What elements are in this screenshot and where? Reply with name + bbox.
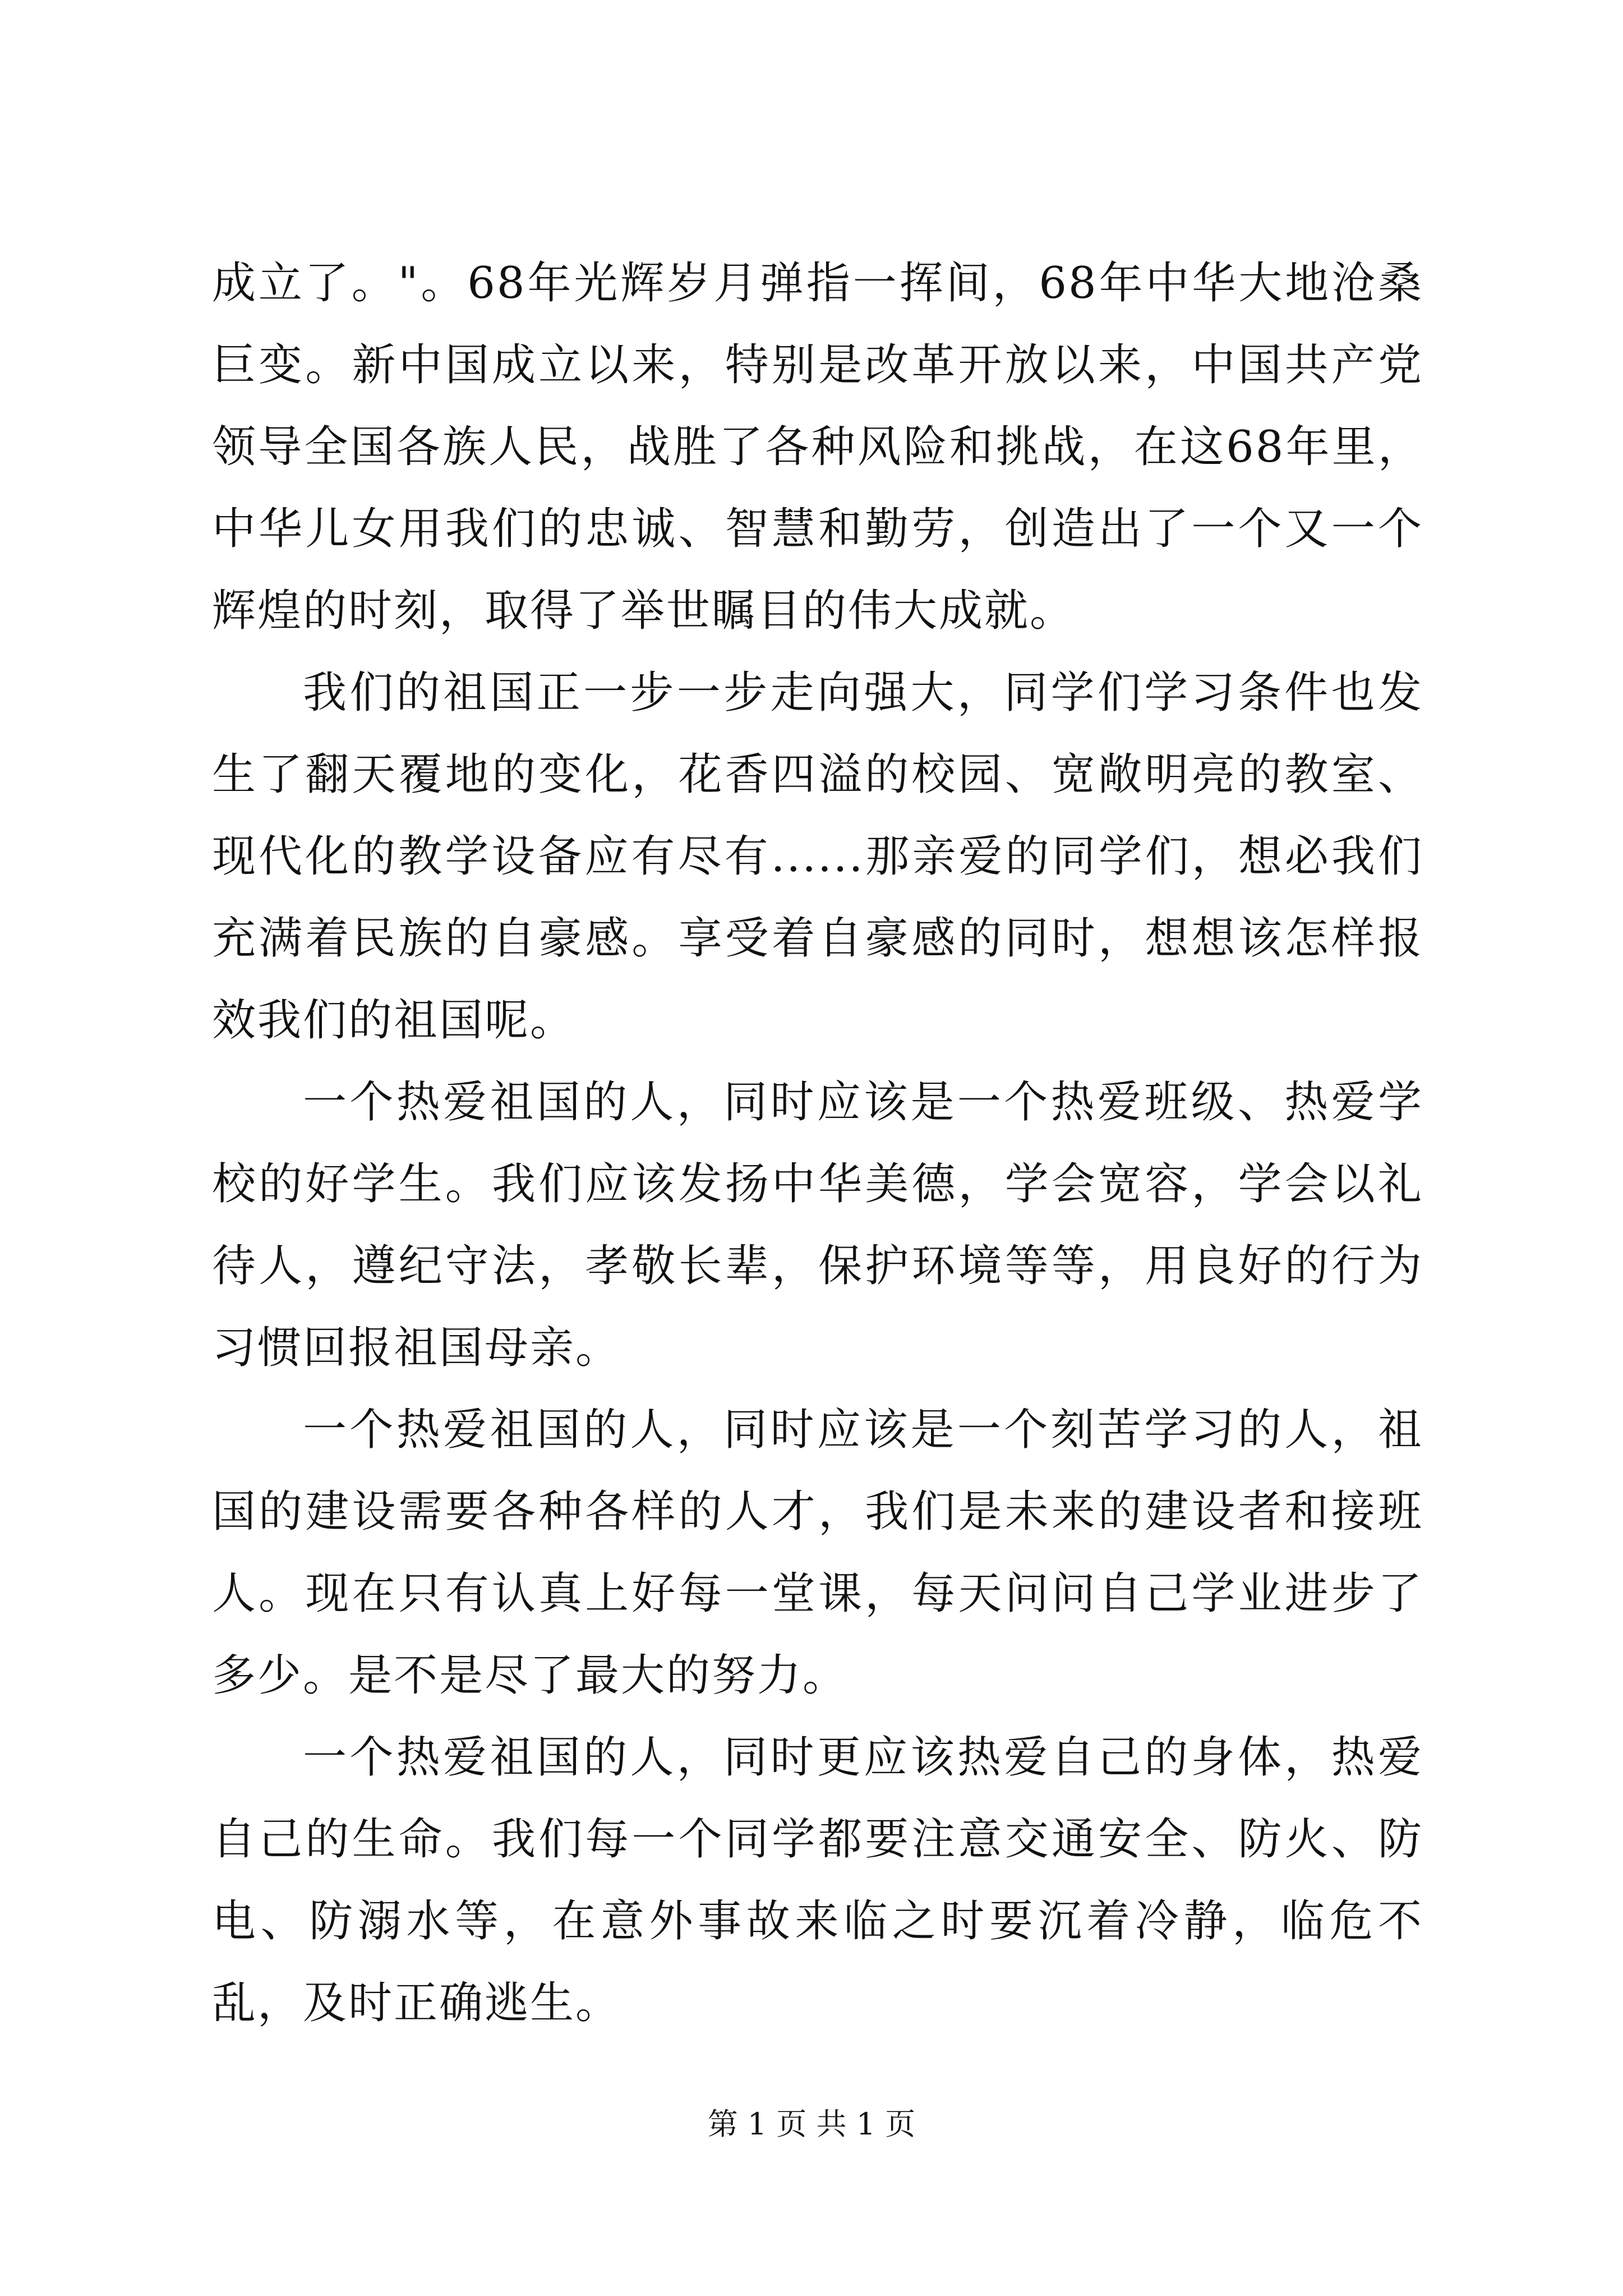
paragraph-4: 一个热爱祖国的人，同时应该是一个刻苦学习的人，祖国的建设需要各种各样的人才，我们是未来的建设者和接班人。现在只有认真上好每一堂课，每天问问自己学业进步了多少。是不是尽了最大的努力。 [212,1405,1423,1701]
document-body [212,242,1423,2044]
paragraph-5: 一个热爱祖国的人，同时更应该热爱自己的身体，热爱自己的生命。我们每一个同学都要注意交通安全、防火、防电、防溺水等，在意外事故来临之时要沉着冷静，临危不乱，及时正确逃生。 [212,1732,1423,2028]
paragraph-2: 我们的祖国正一步一步走向强大，同学们学习条件也发生了翻天覆地的变化，花香四溢的校园、宽敞明亮的教室、现代化的教学设备应有尽有......那亲爱的同学们，想必我们充满着民族的自豪感。享受着自豪感的同时，想想该怎样报效我们的祖国呢。 [212,668,1423,1046]
page-number-footer: 第 1 页 共 1 页 [707,2106,916,2142]
paragraph-3: 一个热爱祖国的人，同时应该是一个热爱班级、热爱学校的好学生。我们应该发扬中华美德，学会宽容，学会以礼待人，遵纪守法，孝敬长辈，保护环境等等，用良好的行为习惯回报祖国母亲。 [212,1077,1423,1373]
paragraph-1: 成立了。"。68年光辉岁月弹指一挥间，68年中华大地沧桑巨变。新中国成立以来，特别是改革开放以来，中国共产党领导全国各族人民，战胜了各种风险和挑战，在这68年里，中华儿女用我们的忠诚、智慧和勤劳，创造出了一个又一个辉煌的时刻，取得了举世瞩目的伟大成就。 [212,258,1423,636]
